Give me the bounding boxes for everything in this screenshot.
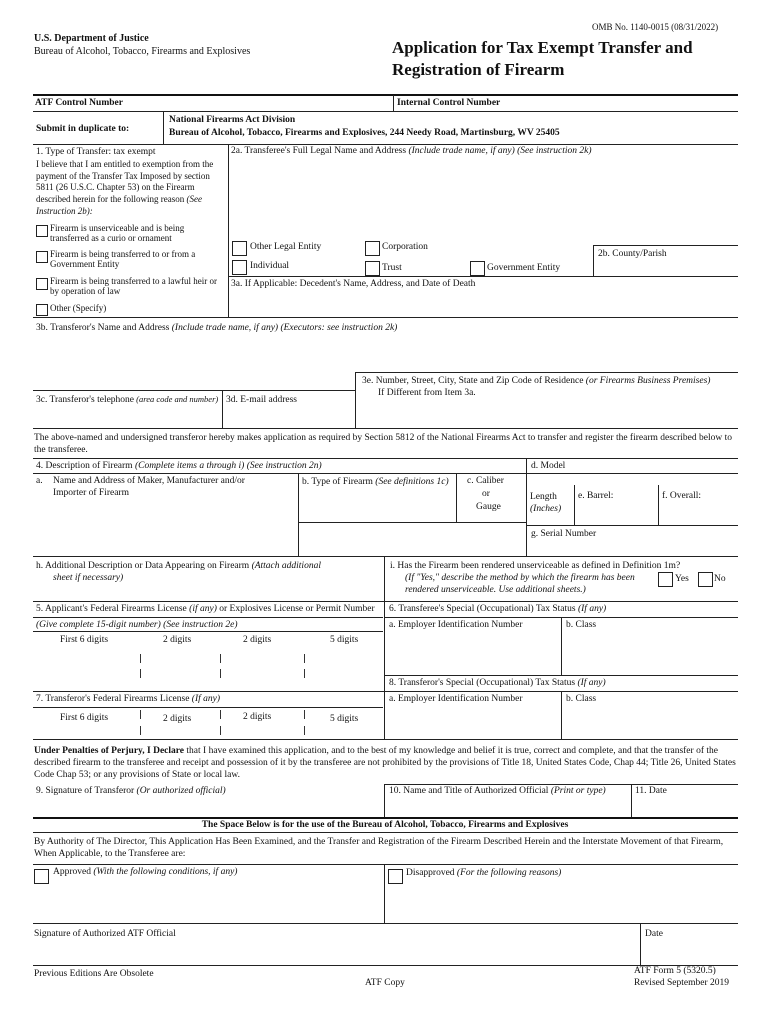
unserviceable-no-checkbox[interactable] xyxy=(698,572,713,587)
approved-label-text: Approved xyxy=(53,867,91,877)
item4c-caliber: c. Caliber xyxy=(467,476,504,486)
perjury-text: that I have examined this application, and to the best of my knowledge and belief it is true, correct and complete, and that the transfer of the described firearm to the transferee and receipt and possession of it by the transferee are not prohibited by the provisions of Title 18, United States Code, Chap 44; Title 26, United States Code Chap 53; or any provisions of State or local law. xyxy=(34,746,736,781)
item5-first6: First 6 digits xyxy=(60,635,109,645)
item7-title-text: 7. Transferor's Federal Firearms License xyxy=(36,694,190,704)
other-legal-entity-checkbox[interactable] xyxy=(232,241,247,256)
item1-statement-text: I believe that I am entitled to exemption from the payment of the Transfer Tax Imposed by section 5811 (26 U.S.C. Chapter 53) on the Firearm described herein for the following reason xyxy=(36,159,214,205)
item3a-label: 3a. If Applicable: Decedent's Name, Address, and Date of Death xyxy=(231,279,476,289)
omb-number: OMB No. 1140-0015 (08/31/2022) xyxy=(592,22,719,32)
other-legal-entity-label: Other Legal Entity xyxy=(250,242,322,252)
perjury-declaration xyxy=(34,745,738,781)
individual-checkbox[interactable] xyxy=(232,260,247,275)
item3c-label-text: 3c. Transferor's telephone xyxy=(36,395,135,405)
item10-label xyxy=(389,786,606,797)
inches-label: (Inches) xyxy=(530,504,562,514)
item7-title-note: (If any) xyxy=(189,694,221,704)
item5-title-note: (if any) xyxy=(186,604,217,614)
item2b-county-label: 2b. County/Parish xyxy=(598,249,667,259)
item4h-label-text: h. Additional Description or Data Appearing on Firearm xyxy=(36,561,250,571)
item1-opt3-label: Firearm is being transferred to a lawful heir or by operation of law xyxy=(50,276,217,297)
item9-label xyxy=(36,786,226,797)
item4e-barrel-label: e. Barrel: xyxy=(578,491,614,501)
government-entity-label: Government Entity xyxy=(487,263,561,273)
item4b-label xyxy=(302,477,449,488)
item8-class-label: b. Class xyxy=(566,694,597,704)
atf-form-number: ATF Form 5 (5320.5) xyxy=(634,966,716,976)
unserviceable-yes-label: Yes xyxy=(675,574,689,584)
item4b-label-text: b. Type of Firearm xyxy=(302,477,373,487)
item4f-overall-label: f. Overall: xyxy=(662,491,702,501)
item6-title xyxy=(389,604,606,615)
item8-title-text: 8. Transferor's Special (Occupational) Tax Status xyxy=(389,678,576,688)
item5-title xyxy=(36,604,375,615)
atf-copy-label: ATF Copy xyxy=(365,978,405,988)
nfa-division: National Firearms Act Division xyxy=(169,115,296,125)
item1-statement-note: (See Instruction 2b): xyxy=(36,194,202,216)
item3e-label-note: (or Firearms Business Premises) xyxy=(583,376,711,386)
item6-class-label: b. Class xyxy=(566,620,597,630)
form-title xyxy=(392,37,693,81)
atf-official-signature-label: Signature of Authorized ATF Official xyxy=(34,929,176,939)
item2a-label xyxy=(231,146,592,157)
item3b-label-note: (Include trade name, if any) (Executors: see instruction 2k) xyxy=(169,323,398,333)
item7-2digits-b: 2 digits xyxy=(243,712,272,722)
submit-label: Submit in duplicate to: xyxy=(36,124,130,134)
form-revision-date: Revised September 2019 xyxy=(634,978,729,988)
item4i-line3: rendered unserviceable. Use additional sheets.) xyxy=(405,585,586,595)
item1-opt2-label: Firearm is being transferred to or from a Government Entity xyxy=(50,249,196,270)
perjury-lead: Under Penalties of Perjury, I Declare xyxy=(34,746,185,756)
item7-2digits-a: 2 digits xyxy=(163,714,192,724)
item3d-label: 3d. E-mail address xyxy=(226,395,297,405)
approved-checkbox[interactable] xyxy=(34,869,49,884)
item4h-label xyxy=(36,561,321,572)
item5-5digits: 5 digits xyxy=(330,635,359,645)
item2a-label-note: (Include trade name, if any) (See instruction 2k) xyxy=(406,146,592,156)
item3b-label xyxy=(36,323,397,334)
item5-2digits-a: 2 digits xyxy=(163,635,192,645)
item1-opt2-checkbox[interactable] xyxy=(36,251,48,263)
item4b-label-note: (See definitions 1c) xyxy=(372,477,449,487)
item6-ein-label: a. Employer Identification Number xyxy=(389,620,523,630)
item4c-or: or xyxy=(482,489,490,499)
government-entity-checkbox[interactable] xyxy=(470,261,485,276)
item11-date-label: 11. Date xyxy=(635,786,667,796)
individual-label: Individual xyxy=(250,261,290,271)
item7-title xyxy=(36,694,220,705)
item1-opt1-checkbox[interactable] xyxy=(36,225,48,237)
trust-label: Trust xyxy=(382,263,402,273)
item7-first6: First 6 digits xyxy=(60,713,109,723)
item1-opt3-checkbox[interactable] xyxy=(36,278,48,290)
item3e-label-text: 3e. Number, Street, City, State and Zip Code of Residence xyxy=(362,376,584,386)
unserviceable-no-label: No xyxy=(714,574,726,584)
submit-address: Bureau of Alcohol, Tobacco, Firearms and Explosives, 244 Needy Road, Martinsburg, WV 25405 xyxy=(169,128,560,138)
item4a-line1: Name and Address of Maker, Manufacturer and/or xyxy=(53,476,245,486)
form-title-line1: Application for Tax Exempt Transfer and xyxy=(392,38,693,57)
item4d-model-label: d. Model xyxy=(531,461,566,471)
bureau-name: Bureau of Alcohol, Tobacco, Firearms and Explosives xyxy=(34,46,251,57)
disapproved-label-text: Disapproved xyxy=(406,868,455,878)
item4h-note1: (Attach additional xyxy=(249,561,321,571)
unserviceable-yes-checkbox[interactable] xyxy=(658,572,673,587)
item4a-line2: Importer of Firearm xyxy=(53,488,129,498)
item3e-line2: If Different from Item 3a. xyxy=(378,388,476,398)
item6-title-note: (If any) xyxy=(575,604,607,614)
item4a-prefix: a. xyxy=(36,476,43,486)
item9-label-note: (Or authorized official) xyxy=(134,786,226,796)
item3b-label-text: 3b. Transferor's Name and Address xyxy=(36,323,170,333)
application-statement: The above-named and undersigned transferor hereby makes application as required by Section 5812 of the National Firearms Act to transfer and register the firearm described below to the transferee. xyxy=(34,433,733,456)
item3c-label-note: (area code and number) xyxy=(134,394,219,404)
approved-label-note: (With the following conditions, if any) xyxy=(91,867,238,877)
approved-label xyxy=(53,867,237,878)
item4i-line2: (If "Yes," describe the method by which the firearm has been xyxy=(405,573,635,583)
item4g-serial-label: g. Serial Number xyxy=(531,529,597,539)
item1-statement xyxy=(36,159,224,217)
atf-section-heading: The Space Below is for the use of the Bureau of Alcohol, Tobacco, Firearms and Explosives xyxy=(201,820,569,830)
item5-title-text: 5. Applicant's Federal Firearms License xyxy=(36,604,187,614)
trust-checkbox[interactable] xyxy=(365,261,380,276)
item5-title-rest: or Explosives License or Permit Number xyxy=(216,604,375,614)
corporation-label: Corporation xyxy=(382,242,428,252)
item7-5digits: 5 digits xyxy=(330,714,359,724)
corporation-checkbox[interactable] xyxy=(365,241,380,256)
disapproved-label xyxy=(406,868,561,879)
item1-opt4-checkbox[interactable] xyxy=(36,304,48,316)
atf-control-number-label: ATF Control Number xyxy=(35,98,123,108)
item6-title-text: 6. Transferee's Special (Occupational) Tax Status xyxy=(389,604,576,614)
item4c-gauge: Gauge xyxy=(476,502,501,512)
item10-label-text: 10. Name and Title of Authorized Official xyxy=(389,786,549,796)
item10-label-note: (Print or type) xyxy=(548,786,606,796)
item4-title-note: (Complete items a through i) (See instruction 2n) xyxy=(132,461,322,471)
atf-authority-text: By Authority of The Director, This Application Has Been Examined, and the Transfer and Registration of the Firearm Described Herein and the Interstate Movement of that Firearm, When Applicable, to the Transferee are: xyxy=(34,837,724,860)
item1-opt4-label: Other (Specify) xyxy=(50,303,107,313)
item4h-note2: sheet if necessary) xyxy=(53,573,124,583)
previous-editions-obsolete: Previous Editions Are Obsolete xyxy=(34,969,154,979)
department-name: U.S. Department of Justice xyxy=(34,33,149,44)
item9-label-text: 9. Signature of Transferor xyxy=(36,786,135,796)
item4i-line1: i. Has the Firearm been rendered unserviceable as defined in Definition 1m? xyxy=(390,561,681,571)
item1-opt1-label: Firearm is unserviceable and is being transferred as a curio or ornament xyxy=(50,223,185,244)
form-title-line2: Registration of Firearm xyxy=(392,60,565,80)
item3c-label xyxy=(36,395,218,406)
item1-title: 1. Type of Transfer: tax exempt xyxy=(36,147,156,157)
item4-title xyxy=(36,461,322,472)
item8-title xyxy=(389,678,606,689)
item5-note: (Give complete 15-digit number) (See instruction 2e) xyxy=(36,620,238,630)
item3e-label xyxy=(362,376,710,387)
length-label: Length xyxy=(530,492,557,502)
atf-date-label: Date xyxy=(645,929,663,939)
item2a-label-text: 2a. Transferee's Full Legal Name and Address xyxy=(231,146,407,156)
disapproved-checkbox[interactable] xyxy=(388,869,403,884)
item8-ein-label: a. Employer Identification Number xyxy=(389,694,523,704)
item4-title-text: 4. Description of Firearm xyxy=(36,461,133,471)
disapproved-label-note: (For the following reasons) xyxy=(454,868,562,878)
item8-title-note: (If any) xyxy=(575,678,606,688)
item5-2digits-b: 2 digits xyxy=(243,635,272,645)
internal-control-number-label: Internal Control Number xyxy=(397,98,501,108)
